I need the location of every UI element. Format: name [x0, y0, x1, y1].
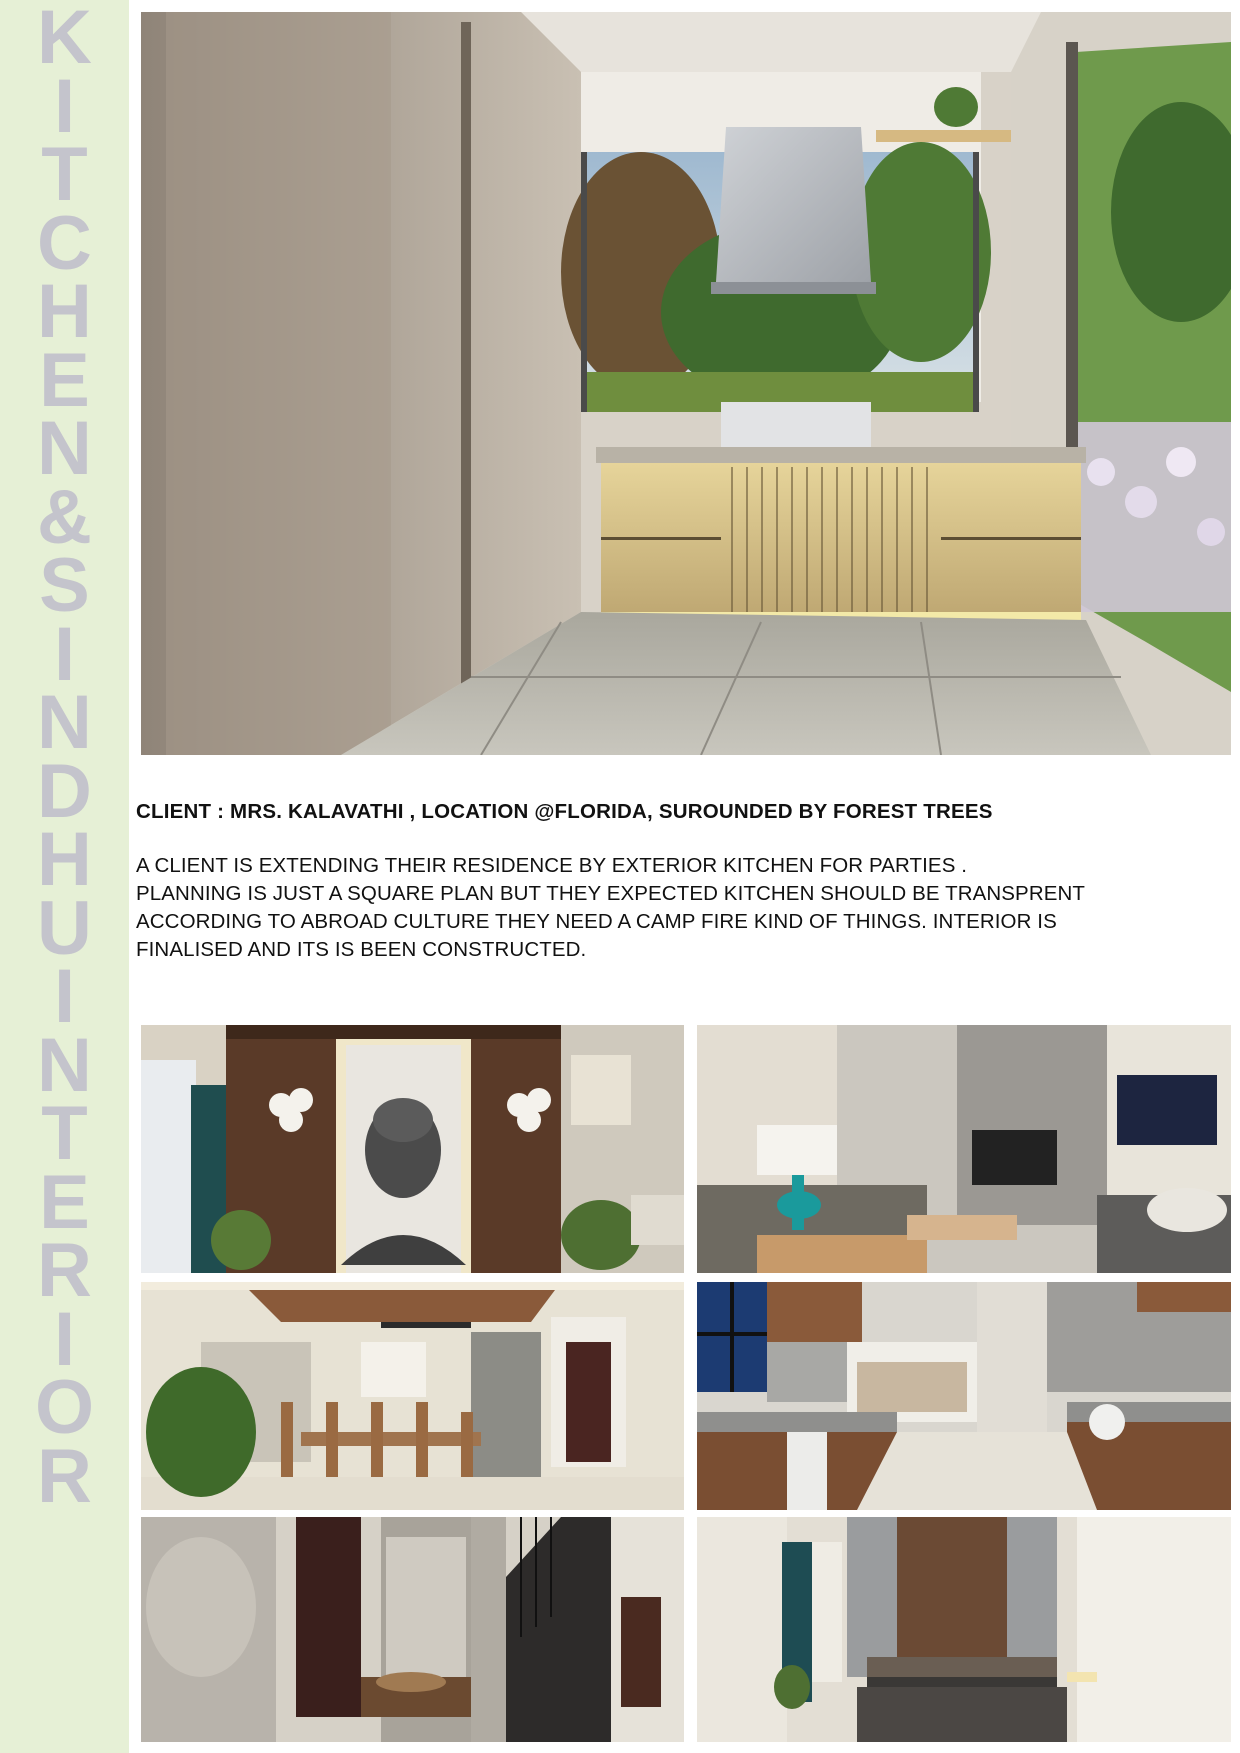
title-letter: E: [39, 1159, 90, 1245]
title-letter: N: [37, 680, 92, 765]
title-letter: E: [39, 337, 90, 423]
hero-kitchen-render: [141, 12, 1231, 755]
render-dining-room: [141, 1282, 684, 1510]
vertical-title: [0, 0, 129, 1753]
title-letter: R: [37, 1228, 92, 1313]
render-kitchen-interior: [697, 1282, 1231, 1510]
client-heading: CLIENT : MRS. KALAVATHI , LOCATION @FLORIDA, SUROUNDED BY FOREST TREES: [136, 800, 993, 823]
title-letter: I: [53, 1296, 76, 1382]
description-line: ACCORDING TO ABROAD CULTURE THEY NEED A CAMP FIRE KIND OF THINGS. INTERIOR IS: [136, 910, 1057, 933]
title-letter: T: [41, 1091, 88, 1176]
description-line: PLANNING IS JUST A SQUARE PLAN BUT THEY EXPECTED KITCHEN SHOULD BE TRANSPRENT: [136, 882, 1086, 905]
title-letter: N: [37, 1022, 92, 1108]
description-line: A CLIENT IS EXTENDING THEIR RESIDENCE BY EXTERIOR KITCHEN FOR PARTIES .: [136, 854, 968, 877]
render-living-room: [697, 1025, 1231, 1273]
title-letter: H: [37, 269, 92, 354]
description-line: FINALISED AND ITS IS BEEN CONSTRUCTED.: [136, 938, 587, 961]
title-letter: D: [37, 748, 92, 834]
title-letter: I: [53, 954, 76, 1039]
project-description: [136, 800, 1226, 964]
title-letter: O: [34, 1365, 95, 1450]
title-letter: T: [41, 132, 88, 217]
title-letter: C: [37, 200, 92, 286]
title-letter: I: [53, 63, 76, 149]
title-letter: K: [37, 0, 92, 80]
title-letter: N: [37, 406, 92, 491]
title-letter: H: [37, 817, 92, 902]
title-letter: U: [37, 885, 92, 971]
render-foyer-staircase: [141, 1517, 684, 1742]
render-bedroom: [697, 1517, 1231, 1742]
render-buddha-wall: [141, 1025, 684, 1273]
title-letter: I: [53, 611, 76, 697]
title-letter: &: [37, 474, 92, 560]
description-body: [136, 852, 1226, 964]
title-letter: S: [39, 543, 90, 628]
title-letter: R: [37, 1433, 92, 1519]
